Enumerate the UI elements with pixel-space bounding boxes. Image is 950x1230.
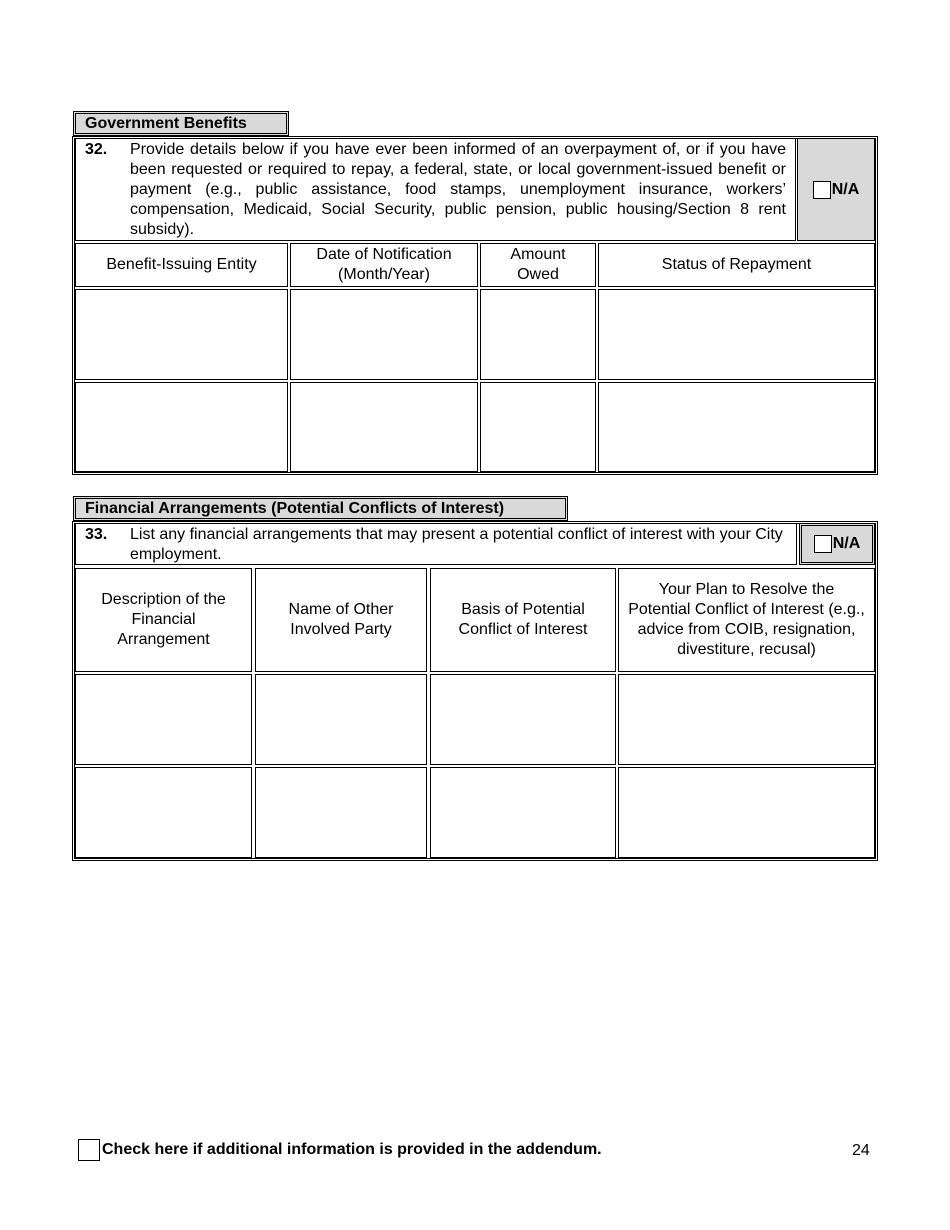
addendum-checkbox[interactable] [78, 1139, 100, 1161]
table-cell-input[interactable] [75, 382, 288, 472]
na-label: N/A [831, 180, 860, 198]
column-header-text: Description of the Financial Arrangement [101, 591, 226, 648]
table-cell-input[interactable] [618, 674, 875, 765]
question-text: Provide details below if you have ever been informed of an overpayment of, or if you have been requested or required to repay, a federal, state, or local government-issued benefit or payment (e.g., public assistance, food stamps, unemployment insurance, workers’ compensation, Medicaid, Social Security, public pension, public housing/Section 8 rent subsidy). [130, 141, 786, 238]
addendum-label: Check here if additional information is provided in the addendum. [102, 1141, 602, 1158]
na-option-32[interactable] [797, 138, 875, 241]
table-cell-input[interactable] [598, 382, 875, 472]
table-cell-input[interactable] [618, 767, 875, 858]
question-text: List any financial arrangements that may present a potential conflict of interest with your City employment. [130, 526, 783, 563]
table-cell-input[interactable] [75, 767, 252, 858]
column-header-text: Benefit-Issuing Entity [106, 256, 257, 273]
na-label: N/A [832, 535, 861, 552]
table-cell-input[interactable] [480, 289, 596, 380]
section-title-government-benefits [73, 111, 289, 136]
page-number: 24 [852, 1142, 870, 1159]
column-header-text: Date of Notification (Month/Year) [316, 246, 452, 283]
table-cell-input[interactable] [290, 382, 478, 472]
table-cell-input[interactable] [430, 674, 616, 765]
column-header [430, 568, 616, 672]
column-header-text: Your Plan to Resolve the Potential Conflict of Interest (e.g., advice from COIB, resignation, divestiture, recusal) [628, 581, 865, 658]
na-checkbox-33[interactable] [814, 535, 832, 553]
table-cell-input[interactable] [255, 767, 427, 858]
section-title-text: Government Benefits [85, 115, 247, 132]
column-header [255, 568, 427, 672]
column-header [75, 568, 252, 672]
column-header [290, 243, 478, 287]
question-32-prompt-cell [75, 138, 796, 241]
column-header-text: Basis of Potential Conflict of Interest [458, 601, 588, 638]
column-header-text: Status of Repayment [661, 256, 812, 273]
column-header-text: Amount Owed [510, 246, 566, 283]
question-number: 33. [85, 526, 108, 543]
addendum-check[interactable] [78, 1139, 602, 1161]
table-cell-input[interactable] [430, 767, 616, 858]
column-header [480, 243, 596, 287]
column-header [618, 568, 875, 672]
column-header [75, 243, 288, 287]
table-cell-input[interactable] [255, 674, 427, 765]
section-title-financial-arrangements [73, 496, 568, 521]
column-header-text: Name of Other Involved Party [288, 601, 394, 638]
na-checkbox-32[interactable] [813, 181, 831, 199]
section-title-text: Financial Arrangements (Potential Conflicts of Interest) [85, 500, 505, 517]
table-cell-input[interactable] [598, 289, 875, 380]
table-cell-input[interactable] [480, 382, 596, 472]
table-cell-input[interactable] [290, 289, 478, 380]
question-number: 32. [85, 141, 108, 158]
question-33-prompt-cell [75, 523, 797, 565]
na-option-33[interactable] [799, 523, 875, 565]
table-cell-input[interactable] [75, 289, 288, 380]
table-cell-input[interactable] [75, 674, 252, 765]
column-header [598, 243, 875, 287]
